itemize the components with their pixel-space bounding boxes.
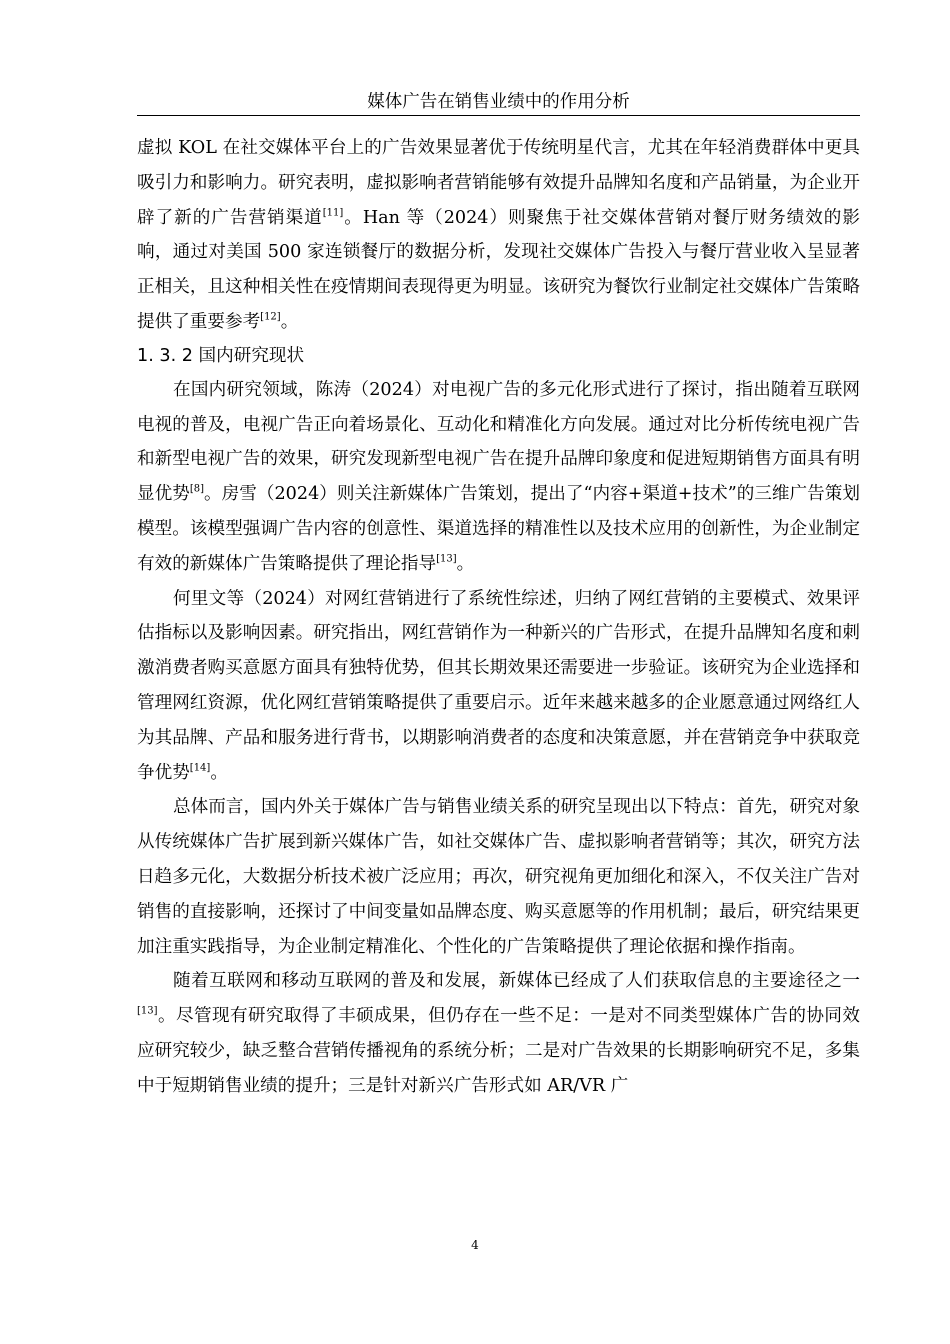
- citation-13-b: [13]: [137, 1005, 158, 1017]
- paragraph-4: 总体而言，国内外关于媒体广告与销售业绩关系的研究呈现出以下特点：首先，研究对象从传统媒体广告扩展到新兴媒体广告，如社交媒体广告、虚拟影响者营销等；其次，研究方法日趋多元化，大数据分析技术被广泛应用；再次，研究视角更加细化和深入，不仅关注广告对销售的直接影响，还探讨了中间变量如品牌态度、购买意愿等的作用机制；最后，研究结果更加注重实践指导，为企业制定精准化、个性化的广告策略提供了理论依据和操作指南。: [137, 797, 860, 957]
- citation-8: [8]: [189, 483, 205, 495]
- paragraph-5: [137, 964, 860, 1103]
- running-header-title: 媒体广告在销售业绩中的作用分析: [367, 92, 630, 112]
- header-rule: [137, 115, 860, 116]
- paragraph-3-text-b: 。: [210, 762, 228, 783]
- paragraph-5-text-b: 。尽管现有研究取得了丰硕成果，但仍存在一些不足：一是对不同类型媒体广告的协同效应研究较少，缺乏整合营销传播视角的系统分析；二是对广告效果的长期影响研究不足，多集中于短期销售业绩的提升；三是针对新兴广告形式如 AR/VR 广: [137, 1006, 860, 1096]
- document-body: [137, 131, 860, 1104]
- paragraph-5-text-a: 随着互联网和移动互联网的普及和发展，新媒体已经成了人们获取信息的主要途径之一: [173, 971, 860, 992]
- citation-11: [11]: [322, 207, 344, 219]
- citation-14: [14]: [189, 762, 211, 774]
- section-heading: 1. 3. 2 国内研究现状: [137, 345, 305, 366]
- page-number: 4: [471, 1238, 479, 1252]
- paragraph-3-text-a: 何里文等（2024）对网红营销进行了系统性综述，归纳了网红营销的主要模式、效果评估指标以及影响因素。研究指出，网红营销作为一种新兴的广告形式，在提升品牌知名度和刺激消费者购买意愿方面具有独特优势，但其长期效果还需要进一步验证。该研究为企业选择和管理网红资源，优化网红营销策略提供了重要启示。近年来越来越多的企业愿意通过网络红人为其品牌、产品和服务进行背书，以期影响消费者的态度和决策意愿，并在营销竞争中获取竞争优势: [137, 588, 860, 783]
- citation-12: [12]: [260, 311, 281, 323]
- paragraph-2-text-c: 。: [456, 553, 475, 574]
- paragraph-1-text-b: 。Han 等（2024）则聚焦于社交媒体营销对餐厅财务绩效的影响，通过对美国 500 家连锁餐厅的数据分析，发现社交媒体广告投入与餐厅营业收入呈显著正相关，且这种相关性在疫情期间表现得更为明显。该研究为餐饮行业制定社交媒体广告策略提供了重要参考: [137, 207, 860, 332]
- paragraph-1-text-a: 虚拟 KOL 在社交媒体平台上的广告效果显著优于传统明星代言，尤其在年轻消费群体中更具吸引力和影响力。研究表明，虚拟影响者营销能够有效提升品牌知名度和产品销量，为企业开辟了新的广告营销渠道: [137, 138, 860, 228]
- paragraph-1-text-c: 。: [280, 311, 299, 332]
- paragraph-3: [137, 582, 860, 791]
- paragraph-2: [137, 373, 860, 582]
- paragraph-1: [137, 131, 860, 340]
- paragraph-2-text-a: 在国内研究领域，陈涛（2024）对电视广告的多元化形式进行了探讨，指出随着互联网电视的普及，电视广告正向着场景化、互动化和精准化方向发展。通过对比分析传统电视广告和新型电视广告的效果，研究发现新型电视广告在提升品牌印象度和促进短期销售方面具有明显优势: [137, 379, 860, 505]
- paragraph-2-text-b: 。房雪（2024）则关注新媒体广告策划，提出了“内容+渠道+技术”的三维广告策划模型。该模型强调广告内容的创意性、渠道选择的精准性以及技术应用的创新性，为企业制定有效的新媒体广告策略提供了理论指导: [137, 484, 860, 574]
- citation-13: [13]: [436, 553, 457, 565]
